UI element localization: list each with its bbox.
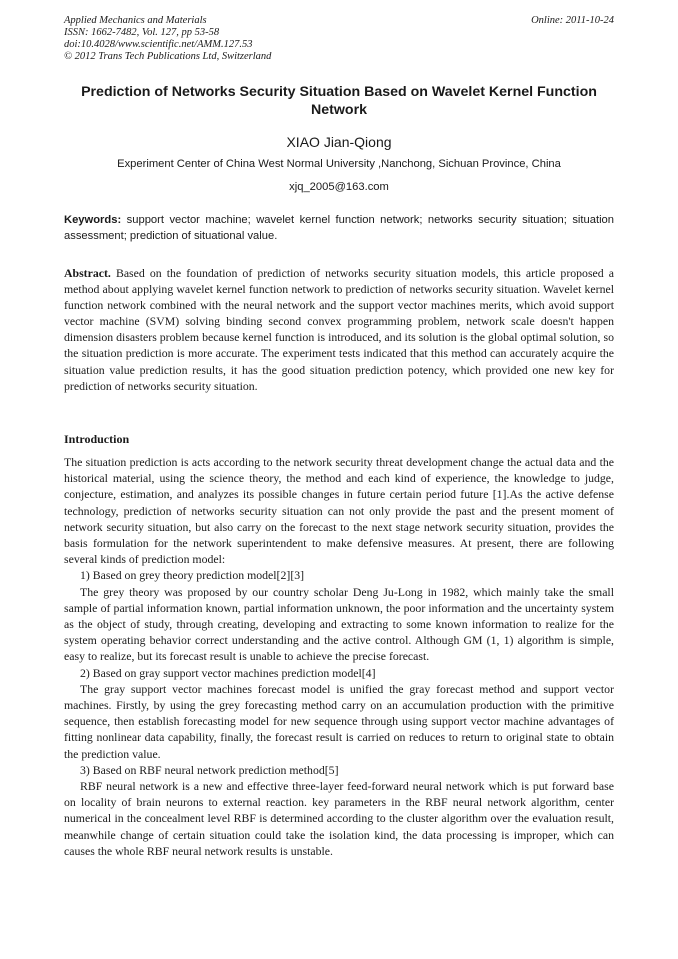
model-heading-grey: 1) Based on grey theory prediction model[2][3] bbox=[80, 568, 305, 583]
abstract-text: Based on the foundation of prediction of networks security situation models, this article proposed a method about applying wavelet kernel function network to prediction of networks security situation. Wavelet kernel function network combined with the neural network and the support vector machines merits, which avoid support vector machine (SVM) solving binding second convex programming problem, network scale doesn't happen dimension disasters problem because kernel function is introduced, and its solution is the global optimal solution, so the situation prediction is more accurate. The experiment tests indicated that this method can accurately acquire the situation value prediction results, it has the good situation prediction potency, which provided one new key for prediction of networks security situation. bbox=[64, 266, 615, 393]
abstract-label: Abstract. bbox=[64, 266, 111, 280]
model-heading-gray-svm: 2) Based on gray support vector machines prediction model[4] bbox=[80, 665, 376, 680]
author-name: XIAO Jian-Qiong bbox=[286, 134, 392, 150]
keywords-block bbox=[64, 212, 614, 244]
journal-name: Applied Mechanics and Materials bbox=[64, 15, 207, 26]
online-date: Online: 2011-10-24 bbox=[531, 15, 614, 26]
doi-line: doi:10.4028/www.scientific.net/AMM.127.53 bbox=[64, 39, 253, 50]
copyright-line: © 2012 Trans Tech Publications Ltd, Switzerland bbox=[64, 51, 272, 62]
introduction-body bbox=[64, 454, 614, 859]
intro-paragraph: The grey theory was proposed by our country scholar Deng Ju-Long in 1982, which mainly take the small sample of partial information known, partial information unknown, the poor information and the uncertainty system as the object of study, through creating, developing and extracting to some known information to realize for the system operating behavior correct understanding and the active control. Although GM (1, 1) algorithm is simple, easy to realize, but its forecast result is unable to achieve the precise forecast. bbox=[64, 584, 614, 664]
intro-paragraph: The situation prediction is acts according to the network security threat development change the actual data and the historical material, using the science theory, the method and each kind of experience, the knowledge to judge, conjecture, estimation, and analyzes its possible changes in future certain period future [1].As the active defense technology, prediction of networks security situation can not only provide the past and the present moment of network security situation, but also carry on the forecast to the next stage network security situation, provides the basis formulation for the network superintendent to make defensive measures. At present, there are following several kinds of prediction model: bbox=[64, 455, 614, 567]
model-heading-rbf: 3) Based on RBF neural network prediction method[5] bbox=[80, 762, 339, 777]
abstract-block bbox=[64, 265, 614, 394]
intro-paragraph: The gray support vector machines forecast model is unified the gray forecast method and support vector machines. Firstly, by using the grey forecasting method carry on an accumulation production with the primitive sequence, then establish forecasting model for new sequence through using support vector machine advantages of fitting nonlinear data capability, finally, the forecast result is carried on reduces to return to original state to obtain the prediction value. bbox=[64, 681, 614, 761]
keywords-text: support vector machine; wavelet kernel function network; networks security situation; situation assessment; prediction of situational value. bbox=[64, 214, 615, 242]
paper-title: Prediction of Networks Security Situation Based on Wavelet Kernel Function Network bbox=[81, 84, 597, 118]
intro-paragraph: RBF neural network is a new and effective three-layer feed-forward neural network which is put forward base on locality of brain neurons to external reaction. key parameters in the RBF neural network algorithm, center numerical in the concealment level RBF is determined according to the cluster algorithm over the evaluation result, meanwhile change of certain situation could take the isolation kind, the data processing is improper, which can causes the whole RBF neural network results is unstable. bbox=[64, 779, 614, 858]
author-email: xjq_2005@163.com bbox=[289, 181, 389, 193]
author-affiliation: Experiment Center of China West Normal University ,Nanchong, Sichuan Province, China bbox=[117, 158, 561, 170]
keywords-label: Keywords: bbox=[64, 214, 122, 226]
issn-line: ISSN: 1662-7482, Vol. 127, pp 53-58 bbox=[64, 27, 220, 38]
introduction-heading: Introduction bbox=[64, 432, 130, 446]
journal-header bbox=[64, 15, 614, 63]
